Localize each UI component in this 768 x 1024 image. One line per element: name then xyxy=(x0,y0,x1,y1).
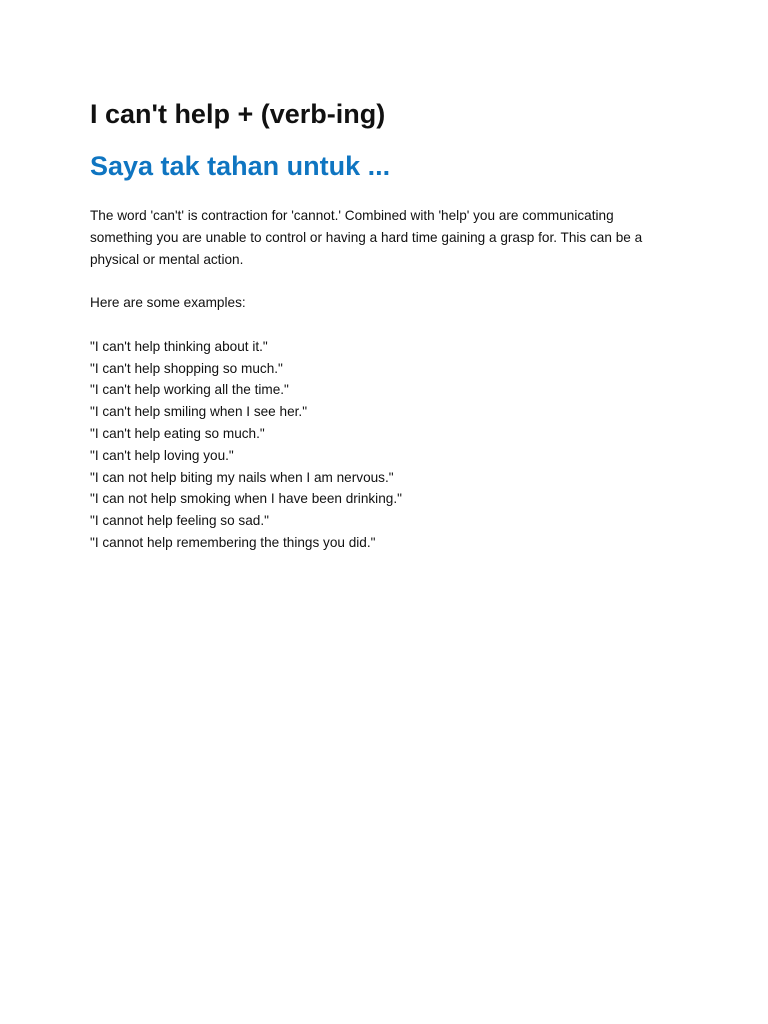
document-page xyxy=(90,92,690,554)
examples-lead: Here are some examples: xyxy=(90,295,246,311)
example-item: "I can't help working all the time." xyxy=(90,382,289,398)
examples-list xyxy=(90,336,690,554)
example-item: "I can not help biting my nails when I am nervous." xyxy=(90,469,394,485)
example-item: "I cannot help feeling so sad." xyxy=(90,513,269,529)
example-item: "I can't help thinking about it." xyxy=(90,338,268,354)
example-item: "I can't help shopping so much." xyxy=(90,360,283,376)
example-item: "I can't help smiling when I see her." xyxy=(90,404,308,420)
example-item: "I can't help loving you." xyxy=(90,447,234,463)
intro-paragraph: The word 'can't' is contraction for 'cannot.' Combined with 'help' you are communicating something you are unable to control or having a hard time gaining a grasp for. This can be a physical or mental action. xyxy=(90,208,643,267)
example-item: "I can not help smoking when I have been drinking." xyxy=(90,491,402,507)
page-title: I can't help + (verb-ing) xyxy=(90,99,386,129)
page-subtitle: Saya tak tahan untuk ... xyxy=(90,151,391,181)
example-item: "I can't help eating so much." xyxy=(90,425,265,441)
example-item: "I cannot help remembering the things you did." xyxy=(90,534,376,550)
